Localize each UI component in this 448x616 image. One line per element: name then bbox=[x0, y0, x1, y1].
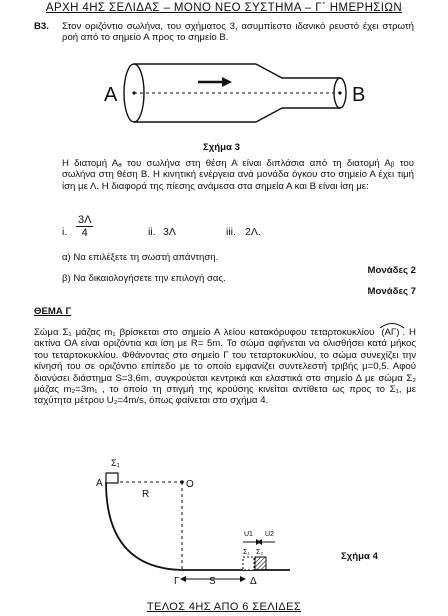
u1-label: U1 bbox=[244, 531, 253, 538]
point-b-label: Β bbox=[352, 84, 366, 106]
radius-label: R bbox=[142, 489, 150, 500]
marks-b: Μονάδες 7 bbox=[367, 286, 416, 297]
option-ii-label: ii. bbox=[148, 226, 156, 238]
sigma2-label: Σ₂ bbox=[256, 549, 264, 556]
arc-symbol bbox=[378, 322, 406, 329]
marks-a: Μονάδες 2 bbox=[367, 265, 416, 276]
page-header: ΑΡΧΗ 4ΗΣ ΣΕΛΙΔΑΣ – ΜΟΝΟ ΝΕΟ ΣΥΣΤΗΜΑ – Γ΄ ΗΜΕΡΗΣΙΩΝ bbox=[45, 2, 403, 14]
figure-3-caption: Σχήμα 3 bbox=[203, 142, 240, 153]
option-i-label: i. bbox=[62, 226, 68, 238]
figure-4-caption: Σχήμα 4 bbox=[341, 551, 378, 562]
task-b: β) Να δικαιολογήσετε την επιλογή σας. bbox=[62, 273, 226, 284]
point-delta-label: Δ bbox=[250, 576, 257, 587]
option-ii-value: 3Λ bbox=[163, 226, 176, 238]
point-a-label: Α bbox=[104, 84, 118, 106]
point-a-label: Α bbox=[96, 478, 103, 489]
sigma1-label: Σ₁ bbox=[111, 458, 120, 468]
arc-notation: (ΑΓ) bbox=[378, 327, 402, 338]
u2-label: U2 bbox=[265, 531, 274, 538]
fraction-numerator: 3Λ bbox=[78, 214, 92, 226]
question-label-b3: Β3. bbox=[34, 21, 49, 32]
task-a: α) Να επιλέξετε τη σωστή απάντηση. bbox=[62, 252, 219, 263]
pipe-figure bbox=[60, 56, 390, 138]
point-o-label: O bbox=[186, 479, 194, 490]
theme-text bbox=[34, 324, 416, 407]
distance-s-label: S bbox=[209, 576, 216, 587]
option-i-fraction bbox=[76, 214, 93, 239]
option-iii-value: 2Λ. bbox=[245, 226, 261, 238]
fraction-denominator: 4 bbox=[81, 227, 88, 239]
theme-text-start: Σώμα Σ₁ μάζας m₁ βρίσκεται στο σημείο Α λείου κατακόρυφου τεταρτοκυκλίου bbox=[34, 327, 375, 338]
sigma1-small-label: Σ₁ bbox=[243, 549, 250, 556]
arc-label: ΑΓ bbox=[384, 327, 397, 338]
point-gamma-label: Γ bbox=[174, 576, 180, 587]
b3-question: Η διατομή Αₐ του σωλήνα στη θέση Α είναι διπλάσια από τη διατομή Αᵦ του σωλήνα στη θέση Β. Η κινητική ενέργεια ανά μονάδα όγκου στο σημείο Α έχει τιμή ίση με Λ. Η διαφορά της πίεσης ανάμεσα στα σημεία Α και Β είναι ίση με: bbox=[62, 158, 414, 192]
b3-intro: Στον οριζόντιο σωλήνα, του σχήματος 3, ασυμπίεστο ιδανικό ρευστό έχει στρωτή ροή από το σημείο Α προς το σημείο Β. bbox=[62, 21, 414, 44]
page-footer: ΤΕΛΟΣ 4ΗΣ ΑΠΟ 6 ΣΕΛΙΔΕΣ bbox=[146, 601, 302, 613]
theme-text-rest: . Η ακτίνα ΟΑ είναι οριζόντια και ίση με R= 5m. Το σώμα αφήνεται να ολισθήσει κατά μήκος του τεταρτοκυκλίου. Φθάνοντας στο σημείο Γ του τεταρτοκυκλίου, το σώμα συνεχίζει την κίνησή του σε οριζόντιο επίπεδο με το οποίο εμφανίζει συντελεστή τριβής μ=0,5. Αφού διανύσει διάστημα S=3,6m, συγκρούεται κεντρικά και ελαστικά στο σημείο Δ με σώμα Σ₂ μάζας m₂=3m₁ , το οποίο τη στιγμή της κρούσης κινείται αντίθετα ως προς το Σ₁, με ταχύτητα μέτρου U₂=4m/s, όπως φαίνεται στο σχήμα 4. bbox=[34, 327, 416, 407]
quarter-circle-figure bbox=[90, 456, 330, 594]
theme-title: ΘΕΜΑ Γ bbox=[34, 306, 72, 317]
option-iii-label: iii. bbox=[226, 226, 236, 238]
